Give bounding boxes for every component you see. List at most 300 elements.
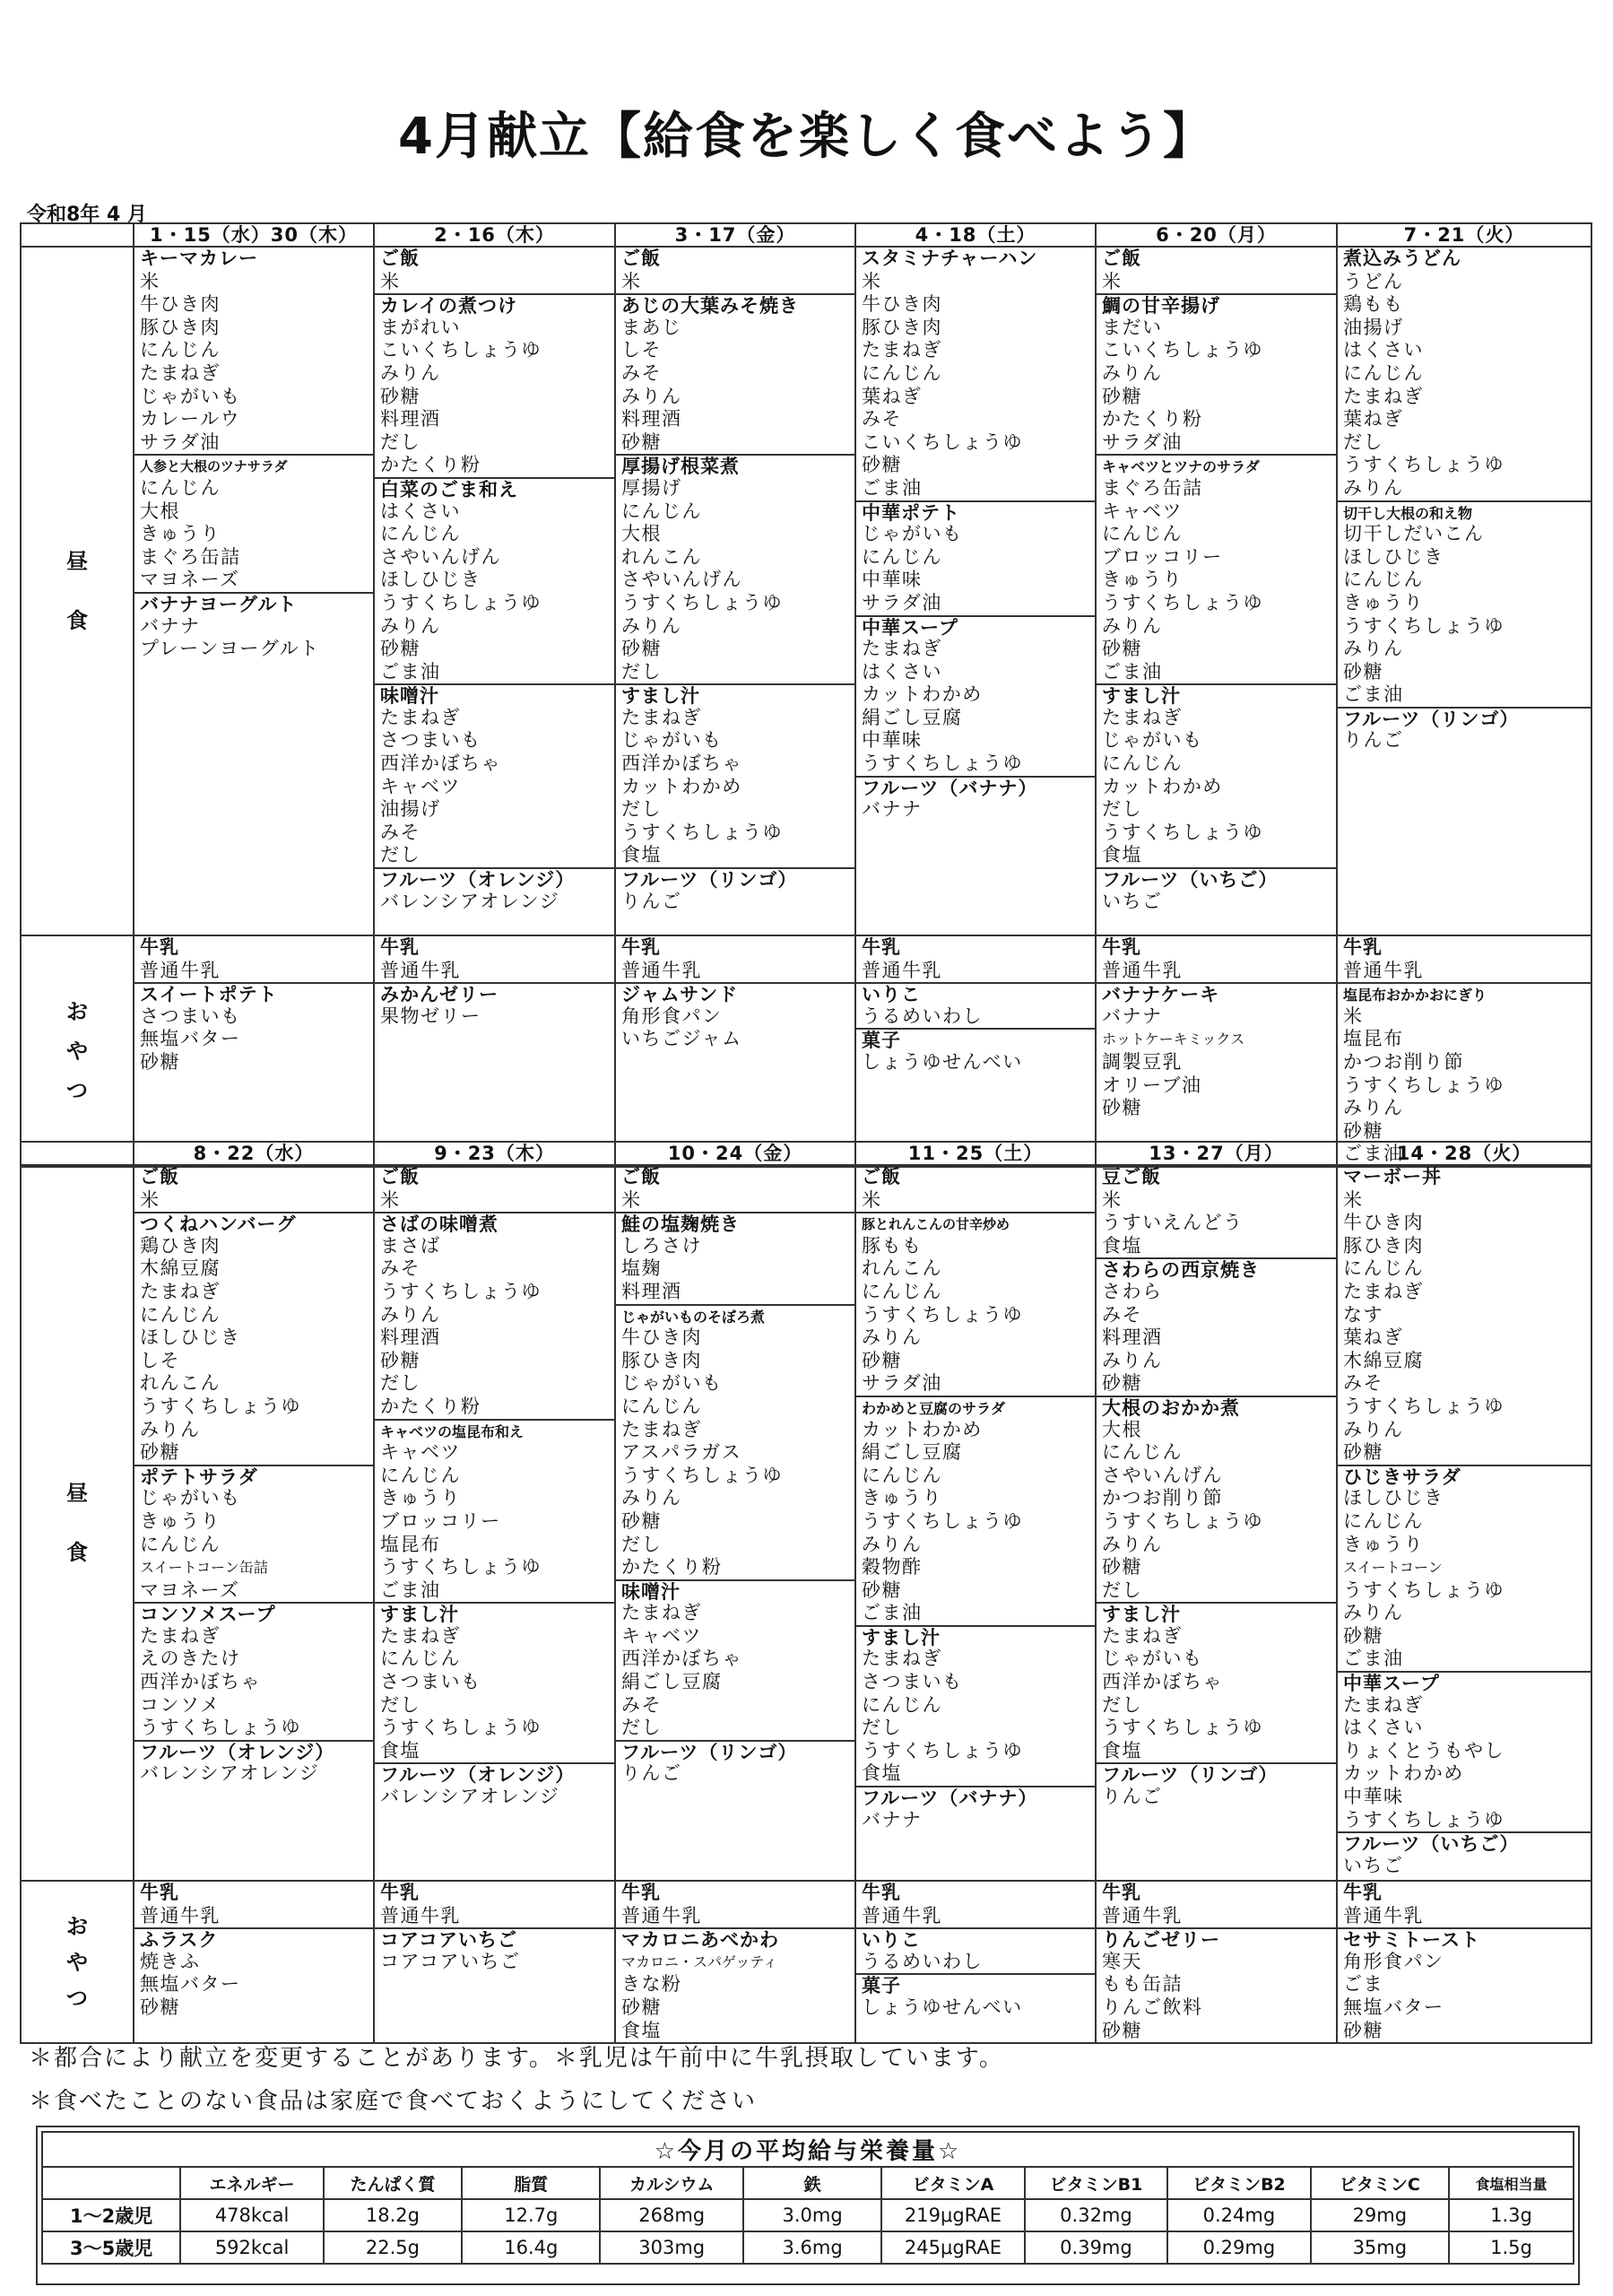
ingredient: にんじん xyxy=(1343,569,1424,591)
ingredient: うるめいわし xyxy=(862,1004,983,1027)
dish-name: すまし汁 xyxy=(375,1602,614,1625)
menu-cell xyxy=(134,1165,374,1881)
ingredient: さつまいも xyxy=(380,1671,481,1693)
ingredient: いちごジャム xyxy=(621,1028,742,1050)
day-header: 11・25（土） xyxy=(855,1142,1096,1165)
nutrition-header: ビタミンC xyxy=(1311,2167,1449,2199)
menu-cell xyxy=(1337,1881,1591,2043)
dish-name: スイートポテト xyxy=(134,982,373,1005)
ingredient: バナナ xyxy=(140,614,201,637)
menu-cell xyxy=(615,247,855,935)
ingredient: 米 xyxy=(1343,1004,1364,1027)
ingredient: だし xyxy=(621,660,662,683)
ingredient: 穀物酢 xyxy=(862,1556,923,1578)
dish-name: 牛乳 xyxy=(1343,1882,1383,1903)
ingredient: 葉ねぎ xyxy=(1343,408,1404,430)
ingredient: 鶏ひき肉 xyxy=(140,1234,221,1257)
nutrition-value: 303mg xyxy=(600,2231,742,2264)
dish-name: 中華ポテト xyxy=(856,500,1095,524)
ingredient: うすくちしょうゆ xyxy=(862,1509,1023,1532)
nutrition-value: 245μgRAE xyxy=(881,2231,1024,2264)
ingredient: みそ xyxy=(380,1257,421,1280)
ingredient: きゅうり xyxy=(140,1509,221,1532)
ingredient: いちご xyxy=(1102,890,1163,912)
ingredient: ごま油 xyxy=(1343,1143,1404,1165)
ingredient: だし xyxy=(380,430,421,453)
nutrition-row-label: 3～5歳児 xyxy=(42,2231,180,2264)
header-row xyxy=(21,223,1591,247)
snack-label-char: お xyxy=(66,998,88,1024)
ingredient: 砂糖 xyxy=(1102,1556,1142,1578)
ingredient: 豚ひき肉 xyxy=(1343,1234,1424,1257)
day-header: 14・28（火） xyxy=(1337,1142,1591,1165)
menu-table-week2 xyxy=(20,1141,1592,2044)
ingredient: バナナ xyxy=(1102,1004,1163,1027)
ingredient: にんじん xyxy=(621,1395,702,1417)
dish-name: すまし汁 xyxy=(1097,683,1336,707)
menu-cell xyxy=(374,935,615,1167)
ingredient: うすくちしょうゆ xyxy=(380,1717,542,1739)
dish-name: フルーツ（リンゴ） xyxy=(616,1740,854,1763)
nutrition-caption: ☆今月の平均給与栄養量☆ xyxy=(42,2132,1574,2167)
snack-label-char: や xyxy=(66,1038,88,1064)
ingredient: だし xyxy=(380,844,421,866)
ingredient: にんじん xyxy=(862,361,942,384)
page-title: 4月献立【給食を楽しく食べよう】 xyxy=(398,108,1215,166)
ingredient: 絹ごし豆腐 xyxy=(621,1671,723,1693)
ingredient: サラダ油 xyxy=(862,1372,942,1395)
ingredient: みりん xyxy=(1102,361,1163,384)
ingredient: うすくちしょうゆ xyxy=(862,1739,1023,1761)
ingredient: かたくり粉 xyxy=(1102,408,1203,430)
menu-cell xyxy=(1096,1165,1337,1881)
ingredient: 普通牛乳 xyxy=(1102,959,1183,981)
ingredient: だし xyxy=(621,1717,662,1739)
lunch-label-char: 昼 xyxy=(66,1481,88,1506)
ingredient: 米 xyxy=(1102,1188,1123,1211)
ingredient: まがれい xyxy=(380,316,461,338)
dish-name: キャベツとツナのサラダ xyxy=(1097,454,1336,477)
ingredient: うすくちしょうゆ xyxy=(1343,1074,1505,1096)
ingredient: きゅうり xyxy=(380,1487,461,1509)
dish-name: いりこ xyxy=(856,982,1095,1005)
ingredient: 角形食パン xyxy=(621,1004,723,1027)
ingredient: 食塩 xyxy=(380,1739,421,1761)
ingredient: コンソメ xyxy=(140,1693,221,1716)
dish-name: 大根のおかか煮 xyxy=(1097,1396,1336,1419)
ingredient: じゃがいも xyxy=(140,1487,241,1509)
ingredient: たまねぎ xyxy=(621,706,702,728)
ingredient: 砂糖 xyxy=(1343,1441,1383,1464)
nutrition-header: 食塩相当量 xyxy=(1449,2167,1574,2199)
dish-name: 鯛の甘辛揚げ xyxy=(1097,293,1336,317)
ingredient: 砂糖 xyxy=(1343,1119,1383,1142)
dish-name: フルーツ（いちご） xyxy=(1338,1831,1591,1855)
ingredient: 砂糖 xyxy=(621,1509,662,1532)
ingredient: 葉ねぎ xyxy=(862,385,923,407)
dish-name: キーマカレー xyxy=(140,248,258,269)
ingredient: かたくり粉 xyxy=(380,1395,481,1417)
ingredient: 砂糖 xyxy=(1343,660,1383,683)
ingredient: にんじん xyxy=(140,339,221,361)
dish-name: 味噌汁 xyxy=(616,1579,854,1603)
ingredient: れんこん xyxy=(140,1372,221,1395)
ingredient: 砂糖 xyxy=(140,1050,180,1073)
ingredient: にんじん xyxy=(1102,1441,1183,1464)
ingredient: きゅうり xyxy=(1343,1533,1424,1555)
dish-name: ひじきサラダ xyxy=(1338,1465,1591,1488)
nutrition-value: 12.7g xyxy=(462,2199,600,2231)
ingredient: ほしひじき xyxy=(1343,1487,1444,1509)
ingredient: 砂糖 xyxy=(1102,1372,1142,1395)
ingredient: だし xyxy=(1102,798,1142,821)
dish-name: コアコアいちご xyxy=(375,1927,614,1951)
nutrition-table xyxy=(41,2131,1574,2265)
menu-cell xyxy=(855,935,1096,1167)
ingredient: うすくちしょうゆ xyxy=(140,1717,301,1739)
dish-name: 中華スープ xyxy=(1338,1671,1591,1694)
ingredient: マカロニ・スパゲッティ xyxy=(621,1952,778,1970)
menu-cell xyxy=(1096,1881,1337,2043)
ingredient: 絹ごし豆腐 xyxy=(862,706,963,728)
ingredient: 砂糖 xyxy=(380,638,421,660)
ingredient: じゃがいも xyxy=(1102,1648,1203,1670)
menu-cell xyxy=(134,247,374,935)
header-corner xyxy=(21,223,134,247)
ingredient: さやいんげん xyxy=(1102,1464,1223,1486)
ingredient: ごま油 xyxy=(1343,1648,1404,1670)
ingredient: ほしひじき xyxy=(140,1326,241,1349)
ingredient: 豚ひき肉 xyxy=(862,316,942,338)
ingredient: 料理酒 xyxy=(380,1326,441,1349)
ingredient: りんご飲料 xyxy=(1102,1996,1203,2018)
ingredient: 砂糖 xyxy=(621,430,662,453)
snack-label-char: つ xyxy=(66,1985,88,2011)
dish-name: 煮込みうどん xyxy=(1343,248,1461,269)
ingredient: 砂糖 xyxy=(380,1349,421,1371)
ingredient: スイートコーン缶詰 xyxy=(140,1559,268,1577)
ingredient: じゃがいも xyxy=(862,523,963,545)
ingredient: いちご xyxy=(1343,1854,1404,1876)
dish-name: さわらの西京焼き xyxy=(1097,1257,1336,1281)
ingredient: きな粉 xyxy=(621,1973,682,1996)
ingredient: ほしひじき xyxy=(1343,545,1444,568)
ingredient: にんじん xyxy=(380,1648,461,1670)
ingredient: みりん xyxy=(621,614,682,637)
dish-name: ご飯 xyxy=(621,248,661,269)
ingredient: ホットケーキミックス xyxy=(1102,1031,1245,1048)
dish-name: フルーツ（バナナ） xyxy=(856,776,1095,799)
ingredient: みりん xyxy=(862,1326,923,1349)
dish-name: 塩昆布おかかおにぎり xyxy=(1338,982,1591,1005)
menu-cell xyxy=(615,1881,855,2043)
ingredient: かたくり粉 xyxy=(621,1556,723,1578)
ingredient: 木綿豆腐 xyxy=(140,1257,221,1280)
ingredient: にんじん xyxy=(380,1464,461,1486)
dish-name: フルーツ（バナナ） xyxy=(856,1786,1095,1809)
dish-name: すまし汁 xyxy=(616,683,854,707)
menu-cell xyxy=(374,1881,615,2043)
day-header: 9・23（木） xyxy=(374,1142,615,1165)
ingredient: 普通牛乳 xyxy=(621,1904,702,1926)
nutrition-header: エネルギー xyxy=(180,2167,323,2199)
nutrition-header-row xyxy=(42,2167,1574,2199)
ingredient: たまねぎ xyxy=(1343,385,1424,407)
dish-name: フルーツ（リンゴ） xyxy=(1097,1762,1336,1786)
menu-cell xyxy=(1337,935,1591,1167)
header-row xyxy=(21,1142,1591,1165)
dish-name: ご飯 xyxy=(380,248,420,269)
ingredient: 料理酒 xyxy=(1102,1326,1163,1349)
ingredient: たまねぎ xyxy=(621,1602,702,1624)
ingredient: うすくちしょうゆ xyxy=(1102,1717,1263,1739)
nutrition-value: 0.32mg xyxy=(1025,2199,1167,2231)
ingredient: 葉ねぎ xyxy=(1343,1326,1404,1349)
ingredient: 米 xyxy=(380,270,401,292)
ingredient: ごま油 xyxy=(862,476,923,499)
ingredient: きゅうり xyxy=(862,1487,942,1509)
snack-label-char: や xyxy=(66,1949,88,1975)
ingredient: にんじん xyxy=(1343,1509,1424,1532)
ingredient: だし xyxy=(380,1693,421,1716)
ingredient: うすくちしょうゆ xyxy=(1102,1509,1263,1532)
ingredient: ほしひじき xyxy=(380,569,481,591)
ingredient: 砂糖 xyxy=(1343,1624,1383,1647)
ingredient: 料理酒 xyxy=(380,408,441,430)
snack-row xyxy=(21,935,1591,1167)
nutrition-value: 478kcal xyxy=(180,2199,323,2231)
dish-name: フルーツ（オレンジ） xyxy=(134,1740,373,1763)
ingredient: にんじん xyxy=(1343,1257,1424,1280)
ingredient: 食塩 xyxy=(621,2019,662,2041)
dish-name: すまし汁 xyxy=(856,1625,1095,1648)
snack-label xyxy=(21,1881,134,2043)
ingredient: 大根 xyxy=(1102,1418,1142,1440)
dish-name: 牛乳 xyxy=(862,1882,901,1903)
dish-name: 白菜のごま和え xyxy=(375,477,614,500)
snack-label-char: つ xyxy=(66,1077,88,1103)
ingredient: 砂糖 xyxy=(1102,638,1142,660)
ingredient: たまねぎ xyxy=(1102,706,1183,728)
dish-name: 人参と大根のツナサラダ xyxy=(134,454,373,477)
ingredient: キャベツ xyxy=(380,775,461,797)
lunch-label-char: 食 xyxy=(66,608,88,633)
ingredient: バナナ xyxy=(862,1808,923,1831)
ingredient: にんじん xyxy=(140,476,221,499)
nutrition-value: 22.5g xyxy=(324,2231,462,2264)
menu-cell xyxy=(1337,1165,1591,1881)
ingredient: みりん xyxy=(380,361,441,384)
ingredient: ごま油 xyxy=(380,660,441,683)
ingredient: 油揚げ xyxy=(380,798,441,821)
ingredient: えのきたけ xyxy=(140,1648,241,1670)
ingredient: みそ xyxy=(380,821,421,843)
ingredient: たまねぎ xyxy=(140,1624,221,1647)
ingredient: 食塩 xyxy=(1102,1234,1142,1257)
ingredient: みりん xyxy=(862,1533,923,1555)
ingredient: にんじん xyxy=(1102,523,1183,545)
dish-name: じゃがいものそぼろ煮 xyxy=(616,1304,854,1327)
dish-name: わかめと豆腐のサラダ xyxy=(856,1396,1095,1419)
menu-cell xyxy=(1096,935,1337,1167)
ingredient: プレーンヨーグルト xyxy=(140,638,320,660)
ingredient: みそ xyxy=(1102,1303,1142,1326)
ingredient: キャベツ xyxy=(1102,500,1183,522)
ingredient: うすくちしょうゆ xyxy=(1343,1578,1505,1601)
ingredient: 中華味 xyxy=(1343,1786,1404,1808)
ingredient: じゃがいも xyxy=(621,729,723,752)
nutrition-value: 18.2g xyxy=(324,2199,462,2231)
ingredient: まさば xyxy=(380,1234,441,1257)
dish-name: マカロニあべかわ xyxy=(616,1927,854,1951)
ingredient: 豚ひき肉 xyxy=(621,1349,702,1371)
nutrition-header: 脂質 xyxy=(462,2167,600,2199)
day-header: 3・17（金） xyxy=(615,223,855,247)
dish-name: りんごゼリー xyxy=(1097,1927,1336,1951)
menu-cell xyxy=(1096,247,1337,935)
ingredient: 西洋かぼちゃ xyxy=(380,752,501,775)
lunch-row xyxy=(21,247,1591,935)
ingredient: みりん xyxy=(380,1303,441,1326)
ingredient: 米 xyxy=(621,1188,642,1211)
dish-name: みかんゼリー xyxy=(375,982,614,1005)
menu-cell xyxy=(1337,247,1591,935)
menu-cell xyxy=(615,1165,855,1881)
dish-name: 牛乳 xyxy=(1343,936,1383,958)
dish-name: 厚揚げ根菜煮 xyxy=(616,454,854,477)
ingredient: 中華味 xyxy=(862,569,923,591)
ingredient: みりん xyxy=(621,385,682,407)
nutrition-row xyxy=(42,2199,1574,2231)
ingredient: なす xyxy=(1343,1303,1383,1326)
ingredient: 砂糖 xyxy=(380,385,421,407)
snack-row xyxy=(21,1881,1591,2043)
ingredient: りんご xyxy=(621,1762,682,1785)
ingredient: みりん xyxy=(621,1487,682,1509)
ingredient: 米 xyxy=(1343,1188,1364,1211)
ingredient: マヨネーズ xyxy=(140,1578,240,1601)
dish-name: 豚とれんこんの甘辛炒め xyxy=(856,1212,1095,1235)
nutrition-value: 0.29mg xyxy=(1167,2231,1310,2264)
ingredient: 普通牛乳 xyxy=(140,959,221,981)
menu-cell xyxy=(615,935,855,1167)
dish-name: セサミトースト xyxy=(1338,1927,1591,1951)
dish-name: すまし汁 xyxy=(1097,1602,1336,1625)
ingredient: キャベツ xyxy=(380,1441,461,1464)
ingredient: みりん xyxy=(1102,1349,1163,1371)
ingredient: うすくちしょうゆ xyxy=(1343,614,1505,637)
ingredient: みそ xyxy=(862,408,902,430)
nutrition-header: 鉄 xyxy=(743,2167,881,2199)
nutrition-value: 592kcal xyxy=(180,2231,323,2264)
ingredient: 米 xyxy=(862,270,882,292)
ingredient: 砂糖 xyxy=(1102,385,1142,407)
menu-cell xyxy=(855,247,1096,935)
ingredient: スイートコーン xyxy=(1343,1559,1443,1577)
day-header: 6・20（月） xyxy=(1096,223,1337,247)
day-header: 8・22（水） xyxy=(134,1142,374,1165)
ingredient: ごま油 xyxy=(380,1578,441,1601)
ingredient: 切干しだいこん xyxy=(1343,523,1485,545)
ingredient: うすくちしょうゆ xyxy=(380,1280,542,1302)
nutrition-header: たんぱく質 xyxy=(324,2167,462,2199)
ingredient: はくさい xyxy=(1343,339,1424,361)
dish-name: いりこ xyxy=(856,1927,1095,1951)
ingredient: りょくとうもやし xyxy=(1343,1739,1505,1761)
dish-name: 鮭の塩麹焼き xyxy=(616,1212,854,1235)
ingredient: 米 xyxy=(1102,270,1123,292)
ingredient: だし xyxy=(1102,1693,1142,1716)
menu-cell xyxy=(134,935,374,1167)
ingredient: 普通牛乳 xyxy=(1102,1904,1183,1926)
ingredient: うすくちしょうゆ xyxy=(1343,454,1505,476)
ingredient: はくさい xyxy=(862,660,942,683)
menu-cell xyxy=(134,1881,374,2043)
ingredient: さつまいも xyxy=(862,1671,963,1693)
ingredient: だし xyxy=(1343,430,1383,453)
dish-name: フルーツ（オレンジ） xyxy=(375,1762,614,1786)
ingredient: 牛ひき肉 xyxy=(140,293,221,316)
ingredient: 料理酒 xyxy=(621,408,682,430)
ingredient: うすくちしょうゆ xyxy=(380,1556,542,1578)
ingredient: 砂糖 xyxy=(1102,1097,1142,1119)
ingredient: マヨネーズ xyxy=(140,569,240,591)
nutrition-header: ビタミンA xyxy=(881,2167,1024,2199)
ingredient: さわら xyxy=(1102,1280,1163,1302)
ingredient: まぐろ缶詰 xyxy=(140,545,241,568)
ingredient: うすくちしょうゆ xyxy=(862,752,1023,775)
ingredient: 米 xyxy=(380,1188,401,1211)
ingredient: みりん xyxy=(1343,1602,1404,1624)
ingredient: みそ xyxy=(1343,1372,1383,1395)
ingredient: たまねぎ xyxy=(1343,1693,1424,1716)
ingredient: きゅうり xyxy=(1102,569,1183,591)
ingredient: だし xyxy=(862,1717,902,1739)
ingredient: 寒天 xyxy=(1102,1950,1142,1972)
ingredient: ごま油 xyxy=(1343,683,1404,706)
ingredient: 塩昆布 xyxy=(380,1533,441,1555)
ingredient: 砂糖 xyxy=(140,1441,180,1464)
dish-name: 豆ご飯 xyxy=(1102,1166,1161,1187)
dish-name: つくねハンバーグ xyxy=(134,1212,373,1235)
ingredient: 大根 xyxy=(621,523,662,545)
ingredient: うすいえんどう xyxy=(1102,1212,1244,1234)
ingredient: りんご xyxy=(1102,1786,1163,1808)
ingredient: 厚揚げ xyxy=(621,476,682,499)
dish-name: 牛乳 xyxy=(140,936,179,958)
ingredient: 普通牛乳 xyxy=(621,959,702,981)
ingredient: ブロッコリー xyxy=(1102,545,1223,568)
ingredient: みそ xyxy=(621,1693,662,1716)
dish-name: マーボー丼 xyxy=(1343,1166,1442,1187)
ingredient: しろさけ xyxy=(621,1234,702,1257)
dish-name: ご飯 xyxy=(862,1166,901,1187)
ingredient: かつお削り節 xyxy=(1343,1050,1464,1073)
ingredient: サラダ油 xyxy=(862,591,942,613)
ingredient: にんじん xyxy=(862,545,942,568)
ingredient: みりん xyxy=(1343,476,1404,499)
ingredient: みりん xyxy=(1102,1533,1163,1555)
dish-name: あじの大葉みそ焼き xyxy=(616,293,854,317)
ingredient: たまねぎ xyxy=(380,1624,461,1647)
ingredient: オリーブ油 xyxy=(1102,1074,1202,1096)
ingredient: 砂糖 xyxy=(621,1996,662,2018)
dish-name: ポテトサラダ xyxy=(134,1465,373,1488)
ingredient: 普通牛乳 xyxy=(862,1904,942,1926)
day-header: 2・16（木） xyxy=(374,223,615,247)
day-header: 4・18（土） xyxy=(855,223,1096,247)
ingredient: 食塩 xyxy=(621,844,662,866)
